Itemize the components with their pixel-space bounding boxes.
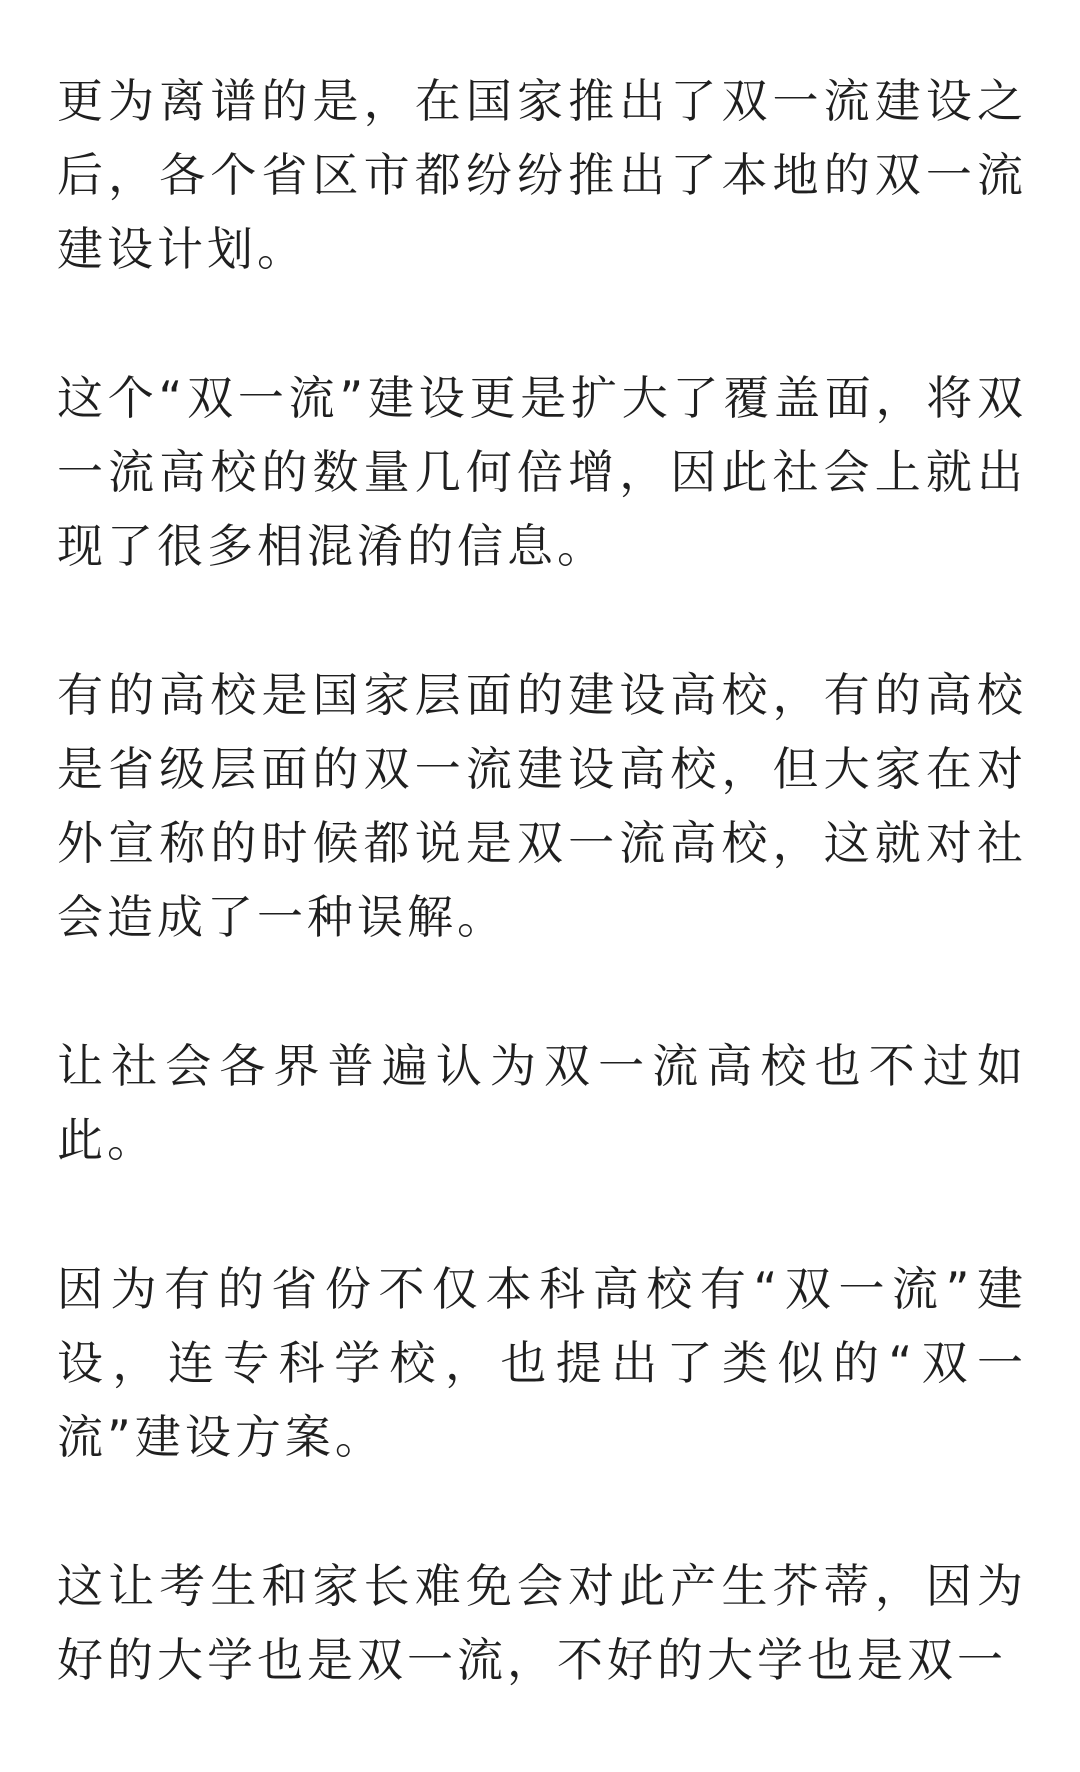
paragraph: 这让考生和家长难免会对此产生芥蒂，因为好的大学也是双一流，不好的大学也是双一	[57, 1559, 1027, 1687]
paragraph: 让社会各界普遍认为双一流高校也不过如此。	[57, 1039, 1027, 1167]
paragraph: 更为离谱的是，在国家推出了双一流建设之后，各个省区市都纷纷推出了本地的双一流建设计划。	[57, 74, 1027, 276]
paragraph: 这个“双一流”建设更是扩大了覆盖面，将双一流高校的数量几何倍增，因此社会上就出现了很多相混淆的信息。	[57, 371, 1027, 573]
paragraph: 有的高校是国家层面的建设高校，有的高校是省级层面的双一流建设高校，但大家在对外宣称的时候都说是双一流高校，这就对社会造成了一种误解。	[57, 668, 1027, 944]
paragraph: 因为有的省份不仅本科高校有“双一流”建设，连专科学校，也提出了类似的“双一流”建设方案。	[57, 1262, 1027, 1464]
article-body	[57, 64, 1027, 1772]
